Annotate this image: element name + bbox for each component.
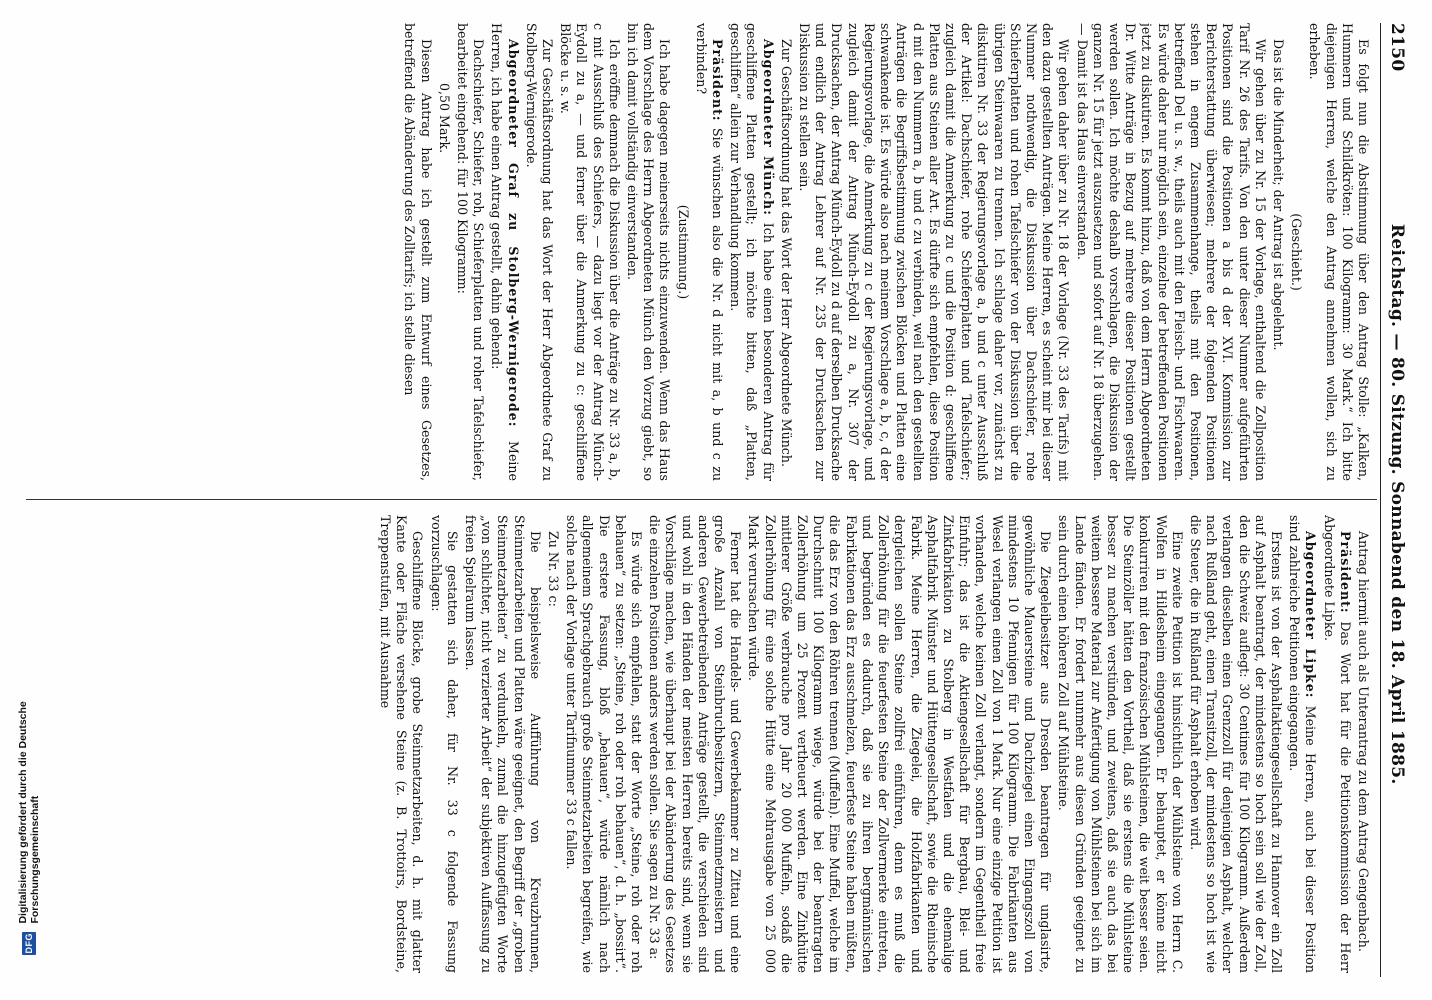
left-column-paragraph: Ich habe dagegen meinerseits nichts einzuwenden. Wenn das Haus dem Vorschlage des Herrn Abgeordneten Münch den Vorzug giebt, so bin ich damit vollständig einverstanden. <box>625 23 673 481</box>
left-column-paragraph: Es folgt nun die Abstimmung über den Antrag Stolle: „Kalken, Hummern und Schildkröten: 100 Kilogramm: 30 Mark.“ Ich bitte diejenigen Herren, welche den Antrag annehmen wollen, sich zu erheben. <box>1307 23 1371 481</box>
left-column-paragraph: Das ist die Minderheit; der Antrag ist abgelehnt. <box>1270 39 1286 351</box>
left-column-paragraph: Abgeordneter Graf zu Stolberg-Wernigerode: Meine Herren, ich habe einen Antrag gestellt, dahin gehend: <box>489 23 521 481</box>
left-column-paragraph: Zur Geschäftsordnung hat das Wort der Herr Abgeordnete Graf zu Stolberg-Wernigerode. <box>523 23 556 481</box>
digitization-note <box>17 605 41 955</box>
speaker-name: Abgeordneter Münch: <box>760 39 776 216</box>
header-rule <box>1380 23 1381 977</box>
left-column-paragraph: Zur Geschäftsordnung hat das Wort der Herr Abgeordnete Münch. <box>778 39 794 467</box>
left-column-paragraph: Wir gehen über zu Nr. 15 der Vorlage, enthaltend die Zollposition Tarif Nr. 26 des Tarifs. Von den unter dieser Nummer aufgeführten Positionen sind die Positionen a bis d der XVI. Kommission zur Berichterstattung überwiesen; mehrere der folgenden Positionen stehen in engem Zusammenhange, theils mit den Positionen, betreffend Del u. s. w., theils auch mit den Fleisch- und Fischwaaren. Es würde daher nur möglich sein, einzelne der betreffenden Positionen jetzt zu diskutiren. Es kommt hinzu, daß von dem Herrn Abgeordneten Dr. Witte Anträge in Bezug auf mehrere dieser Positionen gestellt werden sollen. Ich möchte deshalb vorschlagen, die Diskussion der ganzen Nr. 15 für jetzt auszusetzen und sofort auf Nr. 18 überzugehen. — Damit ist das Haus einverstanden. <box>1074 23 1268 481</box>
right-column-paragraph: Eine zweite Petition ist hinsichtlich der Mühlsteine von Herrn C. Wolfen in Hildesheim eingegangen. Er behauptet, er könne nicht konkurriren mit den französischen Mühlsteinen, die weit besser seien. Die Steinzöller hätten den Vortheil, daß sie erstens die Mühlsteine besser zu machen verstünden, und zweitens, daß sie auch das bei weitem bessere Material zur Anfertigung von Mühlsteinen bei sich im Lande fänden. Er fordert nunmehr aus diesen Gründen geeignet zu sein durch einen höheren Zoll auf Mühlsteine. <box>1056 515 1185 973</box>
speaker-name: Präsident: <box>710 39 726 122</box>
left-column-paragraph: 0,50 Mark. <box>436 83 452 154</box>
left-column <box>22 23 1371 481</box>
left-column-paragraph: (Geschieht.) <box>1289 213 1305 291</box>
right-column-paragraph: Abgeordneter Lipke: Meine Herren, auch bei dieser Position sind zahlreiche Petitionen eingegangen. <box>1287 515 1319 973</box>
dfg-logo: DFG <box>24 933 34 954</box>
left-column-paragraph: Diesen Antrag habe ich gestellt zum Entwurf eines Gesetzes, betreffend die Abänderung des Zolltarifs; ich stelle diesen <box>402 23 434 481</box>
rotated-page-content <box>12 15 1407 985</box>
right-column-paragraph: Präsident: Das Wort hat für die Petitionskommission der Herr Abgeordnete Lipke. <box>1321 515 1353 973</box>
right-column-paragraph: Die beispielsweise Aufführung von Kreuzbrunnen, Steinmetzarbeiten und Platten wäre geeignet, den Begriff der „groben Steinmetzarbeiten“ zu verdunkeln, zumal die hinzugefügten Worte „von schlichter, nicht verzierter Arbeit“ der subjektiven Auffassung zu freien Spielraum lassen. <box>463 515 543 973</box>
right-column-paragraph: Erstens ist von der Asphaltaktiengesellschaft zu Hannover ein Zoll auf Asphalt beantragt, der mindestens so hoch sein soll wie der Zoll, den die Schweiz auflegt: 30 Centimes für 100 Kilogramm. Außerdem verlangen dieselben einen Grenzzoll für denjenigen Asphalt, welcher nach Rußland geht, einen Transitzoll, der mindestens so hoch ist wie die Steuer, die in Rußland für Asphalt erhoben wird. <box>1187 515 1284 973</box>
page-header <box>1383 23 1407 977</box>
right-column-paragraph: Antrag hiermit auch als Unterantrag zu dem Antrag Gengenbach. <box>1356 531 1371 952</box>
left-column-paragraph: Dachschiefer, Schiefer, roh, Schieferplatten und roher Tafelschiefer, bearbeitet eingehend: für 100 Kilogramm: <box>455 23 487 481</box>
speaker-name: Präsident: <box>1337 531 1353 614</box>
page-number: 2150 <box>1387 23 1407 72</box>
right-column <box>22 515 1371 973</box>
left-column-paragraph: Ich eröffne demnach die Diskussion über die Anträge zu Nr. 33 a, b, c mit Ausschluß des Schiefers, — dazu liegt vor der Antrag Münch-Eydoll zu a, — und ferner über die Anmerkung zu c: geschliffene Blöcke u. s. w. <box>558 23 622 481</box>
page-title: Reichstag. — 80. Sitzung. Sonnabend den 18. April 1885. <box>1387 223 1407 785</box>
left-column-paragraph: Abgeordneter Münch: Ich habe einen besonderen Antrag für geschliffene Platten gestellt; ich möchte bitten, daß „Platten, geschliffen“ allein zur Verhandlung kommen. <box>728 23 776 481</box>
right-column-paragraph: Zu Nr. 33 c: <box>546 531 562 607</box>
right-column-paragraph: Es würde sich empfehlen, statt der Worte „Steine, roh oder roh behauen“ zu setzen: „Steine, roh oder roh behauen“, d. h. „bossirt“. Die erstere Fassung, bloß „behauen“, würde nämlich nach allgemeinem Sprachgebrauch große Steinmetzarbeiten begreifen, wie solche nach der Vorlage unter Tarifnummer 33 c fallen. <box>564 515 645 973</box>
right-column-paragraph: Ferner hat die Handels- und Gewerbekammer zu Zittau und eine große Anzahl von Steinbruchbesitzern, Steinmetzmeistern und anderen Gewerbetreibenden Anträge gestellt, die verschieden sind und wohl in den Händen der meisten Herren bereits sind, wenn sie Vorschläge machen, wie überhaupt bei der Abänderung des Gesetzes die einzelnen Positionen anders werden sollen. Sie sagen zu Nr. 33 a: <box>647 515 744 973</box>
left-column-paragraph: Präsident: Sie wünschen also die Nr. d nicht mit a, b und c zu verbinden? <box>693 23 726 481</box>
right-column-paragraph: Die Ziegeleibesitzer aus Dresden beantragen für unglasirte, gewöhnliche Mauersteine und Dachziegel einen Eingangszoll von mindestens 10 Pfennigen für 100 Kilogramm. Die Fabrikanten aus Wesel verlangen einen Zoll von 1 Mark. Nur eine einzige Petition ist vorhanden, welche keinen Zoll verlangt, sondern im Gegentheil freie Einfuhr; das ist die Aktiengesellschaft für Bergbau, Blei- und Zinkfabrikation zu Stolberg in Westfalen und die ehemalige Asphaltfabrik Münster und Hüttengesellschaft, sowie die Rheinische Fabrik. Meine Herren, die Ziegelei, die Holzfabrikanten und dergleichen sollen Steine zollfrei einführen, denn es muß die Zollerhöhung für die feuerfesten Steine der Zollvermerke eintreten, und begründen es dadurch, daß sie zu ihren bergmännischen Fabrikationen das Erz ausschmelzen, feuerfeste Steine haben müßten, die das Erz von den Röhren trennen (Muffeln). Eine Muffel, welche im Durchschnitt 100 Kilogramm wiege, würde bei der beantragten Zollerhöhung um 25 Prozent vertheuert werden. Eine Zinkhütte mittlerer Größe verbrauche pro Jahr 20 000 Muffeln, sodaß die Zollerhöhung für eine solche Hütte eine Mehrausgabe von 25 000 Mark verursachen würde. <box>746 515 1054 973</box>
left-column-paragraph: Wir gehen daher über zu Nr. 18 der Vorlage (Nr. 33 des Tarifs) mit den dazu gestellten Anträgen. Meine Herren, es scheint mir bei dieser Nummer nothwendig, die Diskussion über Dachschiefer, rohe Schieferplatten und rohen Tafelschiefer von der Diskussion über die übrigen Steinwaaren zu trennen. Ich schlage daher vor, zunächst zu diskutiren Nr. 33 der Regierungsvorlage a, b und c unter Ausschluß der Artikel: Dachschiefer, rohe Schieferplatten und Tafelschiefer; zugleich damit die Anmerkung zu c und die Position d: geschliffene Platten aus Steinen aller Art. Es dürfte sich empfehlen, diese Position d mit den Nummern a, b und c zu verbinden, weil nach den gestellten Anträgen die Begriffsbestimmung zwischen Blöcken und Platten eine schwankende ist. Es würde also nach meinem Vorschlage a, b, c, d der Regierungsvorlage, die Anmerkung zu c der Regierungsvorlage, und zugleich damit der Antrag Münch-Eydoll zu a, Nr. 307 der Drucksachen, der Antrag Münch-Eydoll zu d auf derselben Drucksache und endlich der Antrag Lehrer auf Nr. 235 der Drucksachen zur Diskussion zu stellen sein. <box>797 23 1072 481</box>
digitization-note-text: Digitalisierung gefördert durch die Deutsche Forschungsgemeinschaft <box>17 701 41 924</box>
speaker-name: Abgeordneter Lipke: <box>1303 531 1319 699</box>
speaker-name: Abgeordneter Graf zu Stolberg-Wernigerode: <box>505 39 521 428</box>
column-divider <box>26 499 1377 500</box>
left-column-paragraph: (Zustimmung.) <box>675 204 691 300</box>
right-column-paragraph: Sie gestatten sich daher, für Nr. 33 c folgende Fassung vorzuschlagen: <box>428 515 460 973</box>
right-column-paragraph: Geschliffene Blöcke, grobe Steinmetzarbeiten, d. h. mit glatter Kante oder Fläche versehene Steine (z. B. Trottoirs, Bordsteine, Treppenstufen, mit Ausnahme <box>378 515 426 973</box>
